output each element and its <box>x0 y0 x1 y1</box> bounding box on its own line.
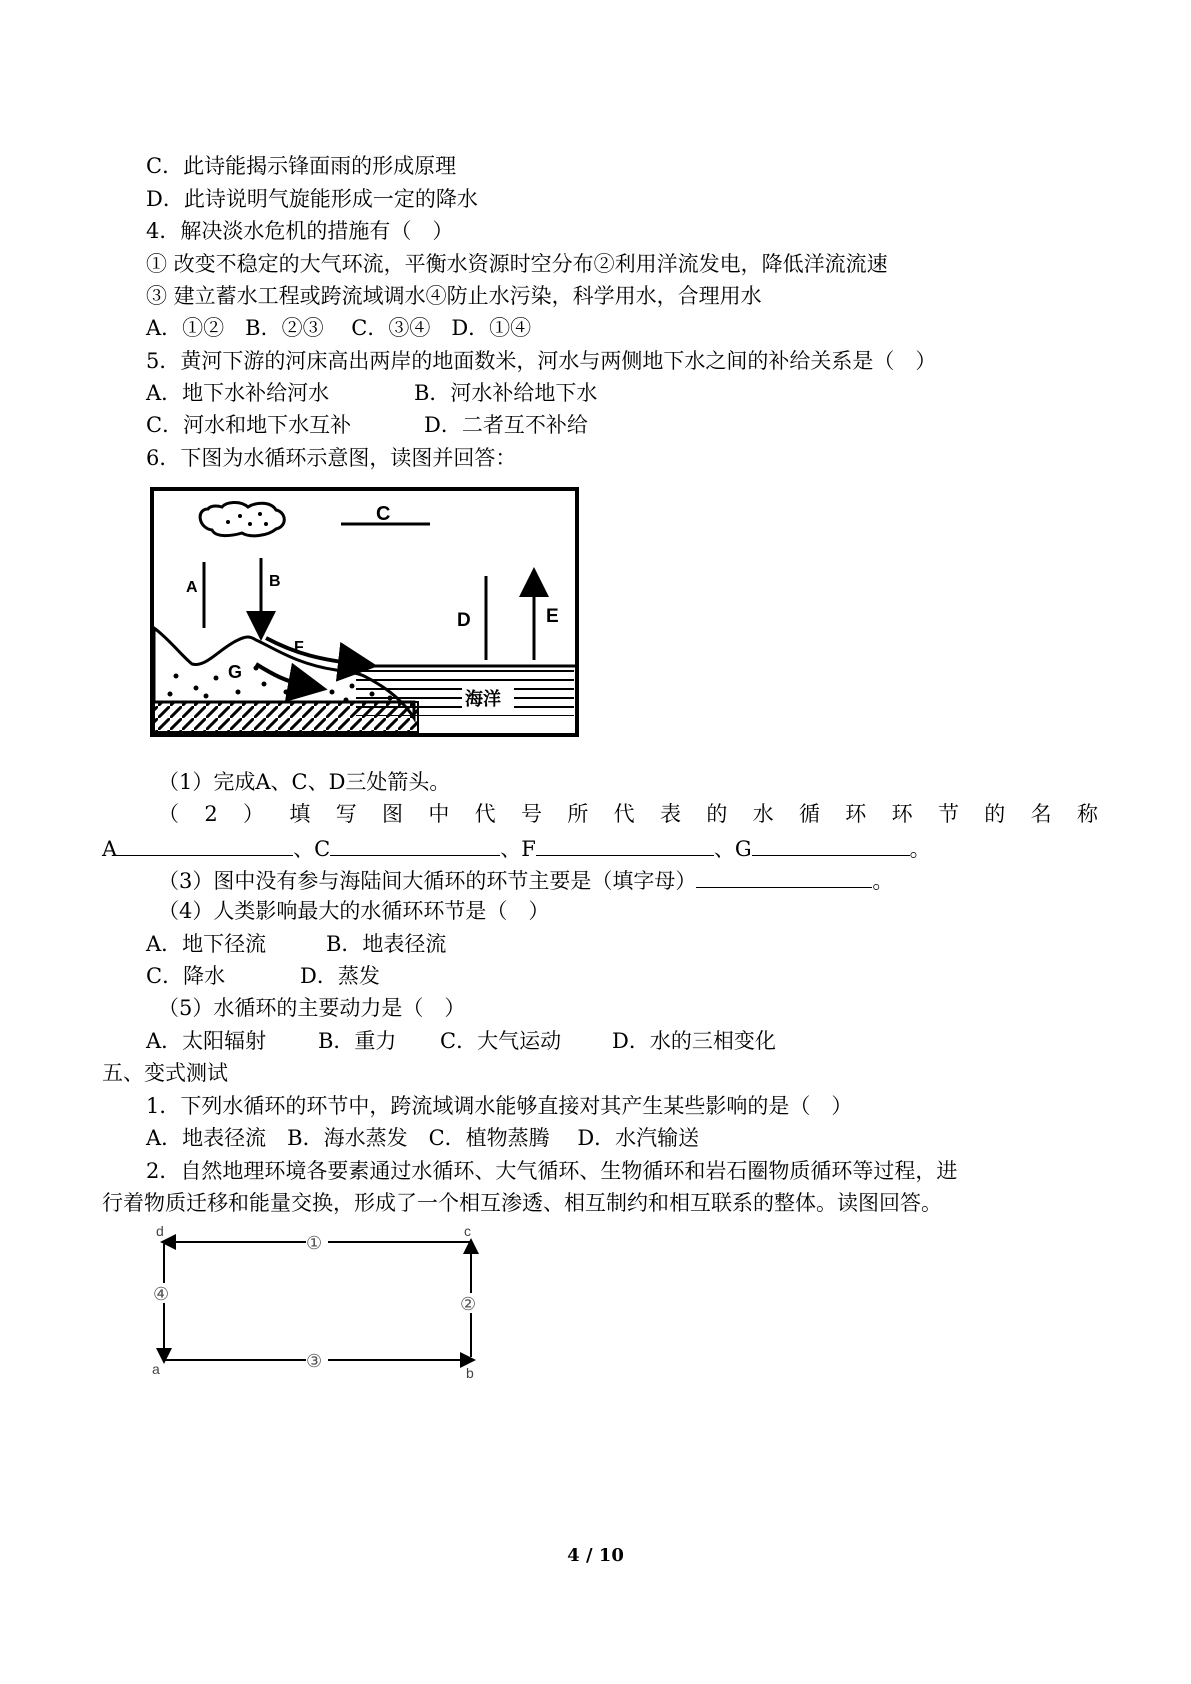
sub-question-2-char: 所 <box>567 802 589 826</box>
corner-d: d <box>156 1223 164 1239</box>
blank-label-c: 、C <box>293 837 331 861</box>
sub-question-4-option-d: D．蒸发 <box>300 964 380 988</box>
corner-c: c <box>464 1223 471 1239</box>
sub-question-2-char: 写 <box>335 802 357 826</box>
corner-a: a <box>152 1361 160 1377</box>
sub-question-4-option-a: A．地下径流 <box>146 932 267 956</box>
label-g: G <box>228 662 243 682</box>
sub-question-5-option-d: D．水的三相变化 <box>612 1029 776 1053</box>
question-5-option-c: C．河水和地下水互补 <box>146 413 352 437</box>
question-5-option-a: A．地下水补给河水 <box>146 381 330 405</box>
label-c: C <box>376 503 391 525</box>
sub-question-2-char: （ <box>158 802 179 826</box>
page-number: 4 / 10 <box>567 1545 624 1566</box>
sub-question-2-char: 循 <box>798 802 820 826</box>
sub-question-5-option-a: A．太阳辐射 <box>146 1029 267 1053</box>
corner-b: b <box>466 1365 474 1381</box>
sub-question-2-char: 号 <box>521 802 542 826</box>
sub-question-2-char: 环 <box>891 802 913 826</box>
question-4: 4．解决淡水危机的措施有（ ） <box>146 219 454 243</box>
question-4-item-1: ① 改变不稳定的大气环流，平衡水资源时空分布②利用洋流发电，降低洋流流速 <box>146 252 888 276</box>
sub-question-4: （4）人类影响最大的水循环环节是（ ） <box>158 899 550 923</box>
sub-question-3 <box>158 865 893 895</box>
test-question-1-options: A．地表径流 B．海水蒸发 C．植物蒸腾 D．水汽输送 <box>146 1126 700 1150</box>
edge-label-1: ① <box>306 1233 323 1254</box>
blank-label-g: 、G <box>713 837 752 861</box>
sub-question-2-char: 称 <box>1076 802 1098 826</box>
question-6: 6．下图为水循环示意图，读图并回答： <box>146 446 517 470</box>
edge-label-4: ④ <box>153 1284 170 1305</box>
test-question-2-line-1: 2．自然地理环境各要素通过水循环、大气循环、生物循环和岩石圈物质循环等过程，进 <box>146 1159 958 1183</box>
blank-g[interactable] <box>752 833 910 856</box>
sub-question-2-char: ） <box>243 802 265 826</box>
sub-question-4-option-c: C．降水 <box>146 964 226 988</box>
blank-c[interactable] <box>330 833 500 856</box>
blank-f[interactable] <box>536 833 714 856</box>
test-question-1: 1．下列水循环的环节中，跨流域调水能够直接对其产生某些影响的是（ ） <box>146 1094 853 1118</box>
edge-label-3: ③ <box>306 1351 323 1372</box>
sub-question-2-head <box>158 800 1098 828</box>
option-c: C．此诗能揭示锋面雨的形成原理 <box>146 154 457 178</box>
edge-label-2: ② <box>460 1294 477 1315</box>
sub-question-2-blanks <box>102 833 931 863</box>
label-b: B <box>269 573 281 590</box>
cycle-diagram <box>146 1222 506 1412</box>
sub-question-2-char: 的 <box>984 802 1006 826</box>
sub-question-2-char: 代 <box>474 802 496 826</box>
sub-question-2-char: 填 <box>289 802 311 826</box>
option-d: D．此诗说明气旋能形成一定的降水 <box>146 187 478 211</box>
sub-question-3-end: 。 <box>872 869 894 893</box>
sub-question-2-char: 表 <box>659 802 681 826</box>
blank-end: 。 <box>909 837 931 861</box>
label-sea: 海洋 <box>465 689 501 710</box>
label-f: F <box>294 639 304 656</box>
blank-label-f: 、F <box>500 837 536 861</box>
water-cycle-diagram <box>146 478 586 738</box>
blank-a[interactable] <box>117 833 293 856</box>
blank-q3[interactable] <box>696 865 872 888</box>
question-5: 5．黄河下游的河床高出两岸的地面数米，河水与两侧地下水之间的补给关系是（ ） <box>146 349 937 373</box>
sub-question-2-char: 水 <box>752 802 774 826</box>
sub-question-5-option-c: C．大气运动 <box>440 1029 562 1053</box>
sub-question-5: （5）水循环的主要动力是（ ） <box>158 996 466 1020</box>
label-d: D <box>457 610 471 631</box>
question-4-item-2: ③ 建立蓄水工程或跨流域调水④防止水污染，科学用水，合理用水 <box>146 284 762 308</box>
sub-question-5-option-b: B．重力 <box>318 1029 397 1053</box>
sub-question-2-char: 中 <box>428 802 450 826</box>
sub-question-2-char: 图 <box>382 802 404 826</box>
sub-question-1: （1）完成A、C、D三处箭头。 <box>158 770 451 794</box>
blank-label-a: A <box>102 837 118 861</box>
question-4-options: A．①② B．②③ C．③④ D．①④ <box>146 316 532 340</box>
sub-question-2-char: 环 <box>845 802 867 826</box>
sub-question-2-char: 的 <box>706 802 728 826</box>
question-5-option-b: B．河水补给地下水 <box>414 381 598 405</box>
sub-question-2-char: 名 <box>1030 802 1052 826</box>
label-a: A <box>186 579 198 596</box>
section-title: 五、变式测试 <box>102 1061 228 1085</box>
sub-question-3-text: （3）图中没有参与海陆间大循环的环节主要是（填字母） <box>158 869 697 893</box>
sub-question-4-option-b: B．地表径流 <box>326 932 447 956</box>
sub-question-2-char: 代 <box>613 802 635 826</box>
sub-question-2-char: 2 <box>204 802 218 826</box>
label-e: E <box>546 606 559 627</box>
sub-question-2-char: 节 <box>937 802 959 826</box>
question-5-option-d: D．二者互不补给 <box>424 413 588 437</box>
test-question-2-line-2: 行着物质迁移和能量交换，形成了一个相互渗透、相互制约和相互联系的整体。读图回答。 <box>102 1191 942 1215</box>
